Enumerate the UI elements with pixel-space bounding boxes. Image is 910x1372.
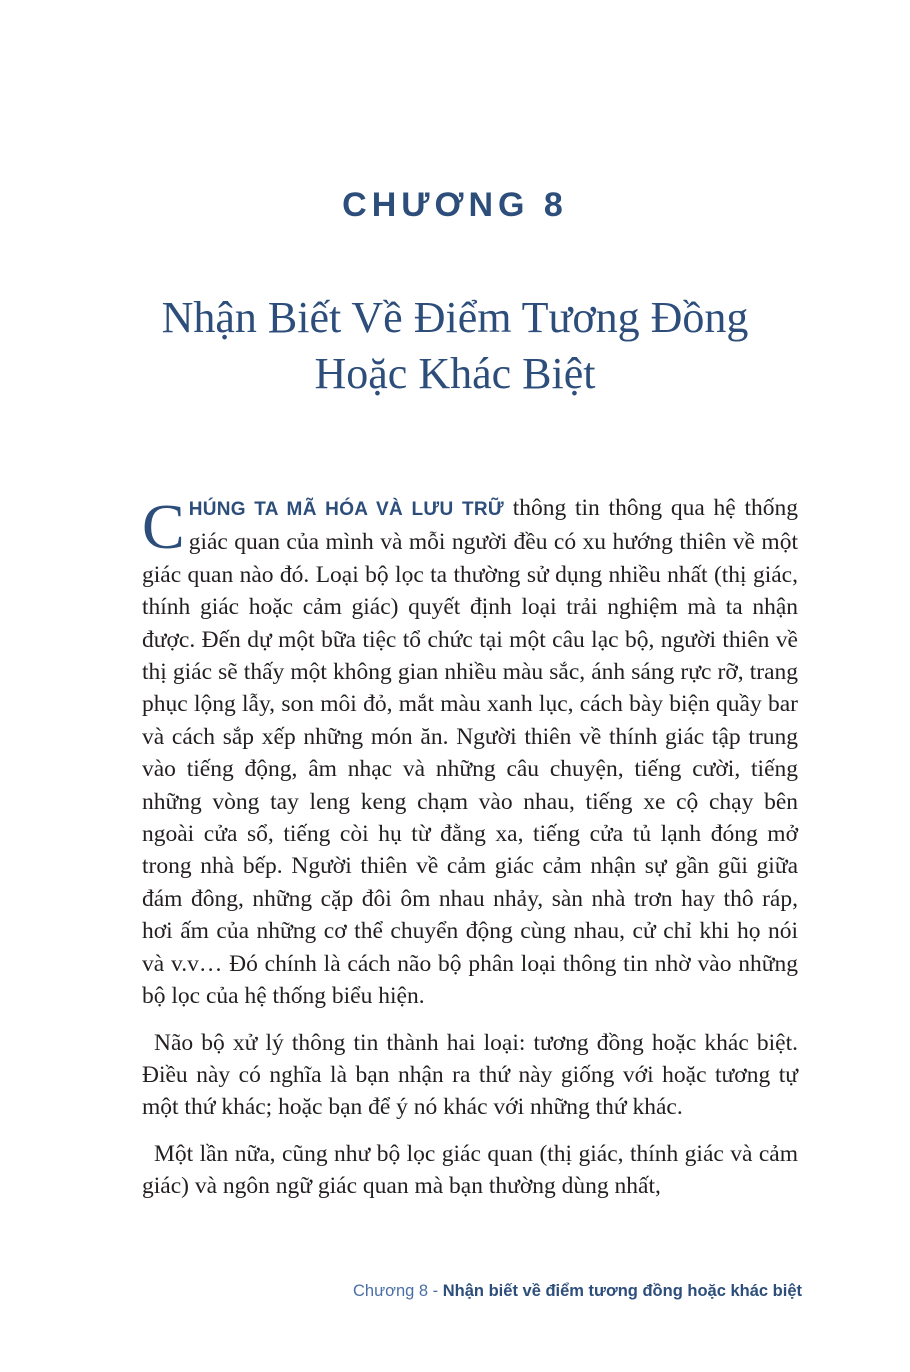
drop-cap: C [142,491,185,562]
paragraph-3: Một lần nữa, cũng như bộ lọc giác quan (thị giác, thính giác và cảm giác) và ngôn ngữ giác quan mà bạn thường dùng nhất, [142,1140,798,1200]
paragraph-2: Não bộ xử lý thông tin thành hai loại: tương đồng hoặc khác biệt. Điều này có nghĩa là bạn nhận ra thứ này giống với hoặc tương tự một thứ khác; hoặc bạn để ý nó khác với những thứ khác. [142,1029,798,1121]
chapter-title-line-2: Hoặc Khác Biệt [314,349,596,398]
chapter-title [0,290,910,402]
footer-title: Nhận biết về điểm tương đồng hoặc khác biệt [442,1282,802,1300]
footer-chapter: Chương 8 - [353,1282,443,1300]
chapter-label: CHƯƠNG 8 [342,186,568,224]
lead-in-caps: HÚNG TA MÃ HÓA VÀ LƯU TRỮ [188,499,504,520]
paragraph-1-text: thông tin thông qua hệ thống giác quan của mình và mỗi người đều có xu hướng thiên về một giác quan nào đó. Loại bộ lọc ta thường sử dụng nhiều nhất (thị giác, thính giác hoặc cảm giác) quyết định loại trải nghiệm mà ta nhận được. Đến dự một bữa tiệc tổ chức tại một câu lạc bộ, người thiên về thị giác sẽ thấy một không gian nhiều màu sắc, ánh sáng rực rỡ, trang phục lộng lẫy, son môi đỏ, mắt màu xanh lục, cách bày biện quầy bar và cách sắp xếp những món ăn. Người thiên về thính giác tập trung vào tiếng động, âm nhạc và những câu chuyện, tiếng cười, tiếng những vòng tay leng keng chạm vào nhau, tiếng xe cộ chạy bên ngoài cửa sổ, tiếng còi hụ từ đằng xa, tiếng cửa tủ lạnh đóng mở trong nhà bếp. Người thiên về cảm giác cảm nhận sự gần gũi giữa đám đông, những cặp đôi ôm nhau nhảy, sàn nhà trơn hay thô ráp, hơi ấm của những cơ thể chuyển động cùng nhau, cử chỉ khi họ nói và v.v… Đó chính là cách não bộ phân loại thông tin nhờ vào những bộ lọc của hệ thống biểu hiện. [142,495,798,1010]
body-text [142,492,798,1217]
paragraph-1 [142,492,798,1013]
running-footer [353,1282,802,1301]
chapter-title-line-1: Nhận Biết Về Điểm Tương Đồng [161,293,749,342]
